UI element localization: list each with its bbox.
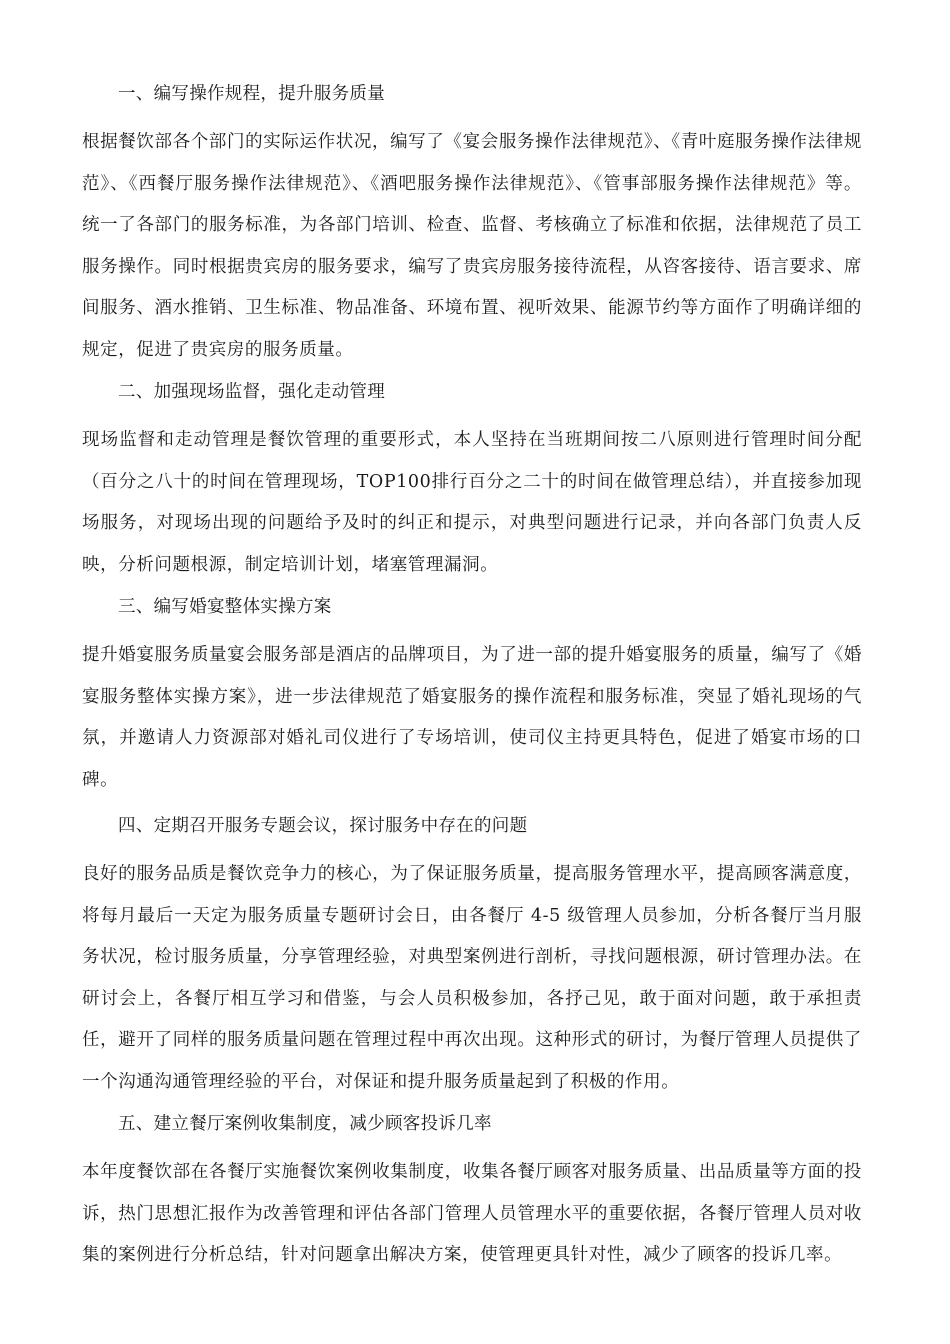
section-body: 提升婚宴服务质量宴会服务部是酒店的品牌项目，为了进一部的提升婚宴服务的质量，编写了《婚宴服务整体实操方案》，进一步法律规范了婚宴服务的操作流程和服务标准，突显了婚礼现场的气氛，并邀请人力资源部对婚礼司仪进行了专场培训，使司仪主持更具特色，促进了婚宴市场的口碑。 <box>82 645 862 790</box>
section-body: 良好的服务品质是餐饮竞争力的核心，为了保证服务质量，提高服务管理水平，提高顾客满意度，将每月最后一天定为服务质量专题研讨会日，由各餐厅 4-5 级管理人员参加，分析各餐厅当月服务状况，检讨服务质量，分享管理经验，对典型案例进行剖析，寻找问题根源，研讨管理办法。在研讨会上，各餐厅相互学习和借鉴，与会人员积极参加，各抒己见，敢于面对问题，敢于承担责任，避开了同样的服务质量问题在管理过程中再次出现。这种形式的研讨，为餐厅管理人员提供了一个沟通沟通管理经验的平台，对保证和提升服务质量起到了积极的作用。 <box>82 864 862 1092</box>
section-heading: 二、加强现场监督，强化走动管理 <box>118 382 385 402</box>
section-body: 根据餐饮部各个部门的实际运作状况，编写了《宴会服务操作法律规范》、《青叶庭服务操作法律规范》、《西餐厅服务操作法律规范》、《酒吧服务操作法律规范》、《管事部服务操作法律规范》等。统一了各部门的服务标准，为各部门培训、检查、监督、考核确立了标准和依据，法律规范了员工服务操作。同时根据贵宾房的服务要求，编写了贵宾房服务接待流程，从咨客接待、语言要求、席间服务、酒水推销、卫生标准、物品准备、环境布置、视听效果、能源节约等方面作了明确详细的规定，促进了贵宾房的服务质量。 <box>82 132 862 360</box>
section-3 <box>82 597 862 801</box>
section-heading: 一、编写操作规程，提升服务质量 <box>118 84 385 104</box>
section-heading: 四、定期召开服务专题会议，探讨服务中存在的问题 <box>118 816 528 836</box>
section-4 <box>82 816 862 1103</box>
section-heading: 三、编写婚宴整体实操方案 <box>118 597 332 617</box>
section-body: 现场监督和走动管理是餐饮管理的重要形式，本人坚持在当班期间按二八原则进行管理时间分配（百分之八十的时间在管理现场，TOP100排行百分之二十的时间在做管理总结），并直接参加现场服务，对现场出现的问题给予及时的纠正和提示，对典型问题进行记录，并向各部门负责人反映，分析问题根源，制定培训计划，堵塞管理漏洞。 <box>82 430 862 575</box>
section-2 <box>82 382 862 586</box>
section-heading: 五、建立餐厅案例收集制度，减少顾客投诉几率 <box>118 1114 492 1134</box>
section-5 <box>82 1114 862 1277</box>
section-1 <box>82 84 862 371</box>
section-body: 本年度餐饮部在各餐厅实施餐饮案例收集制度，收集各餐厅顾客对服务质量、出品质量等方面的投诉，热门思想汇报作为改善管理和评估各部门管理人员管理水平的重要依据，各餐厅管理人员对收集的案例进行分析总结，针对问题拿出解决方案，使管理更具针对性，减少了顾客的投诉几率。 <box>82 1162 862 1265</box>
